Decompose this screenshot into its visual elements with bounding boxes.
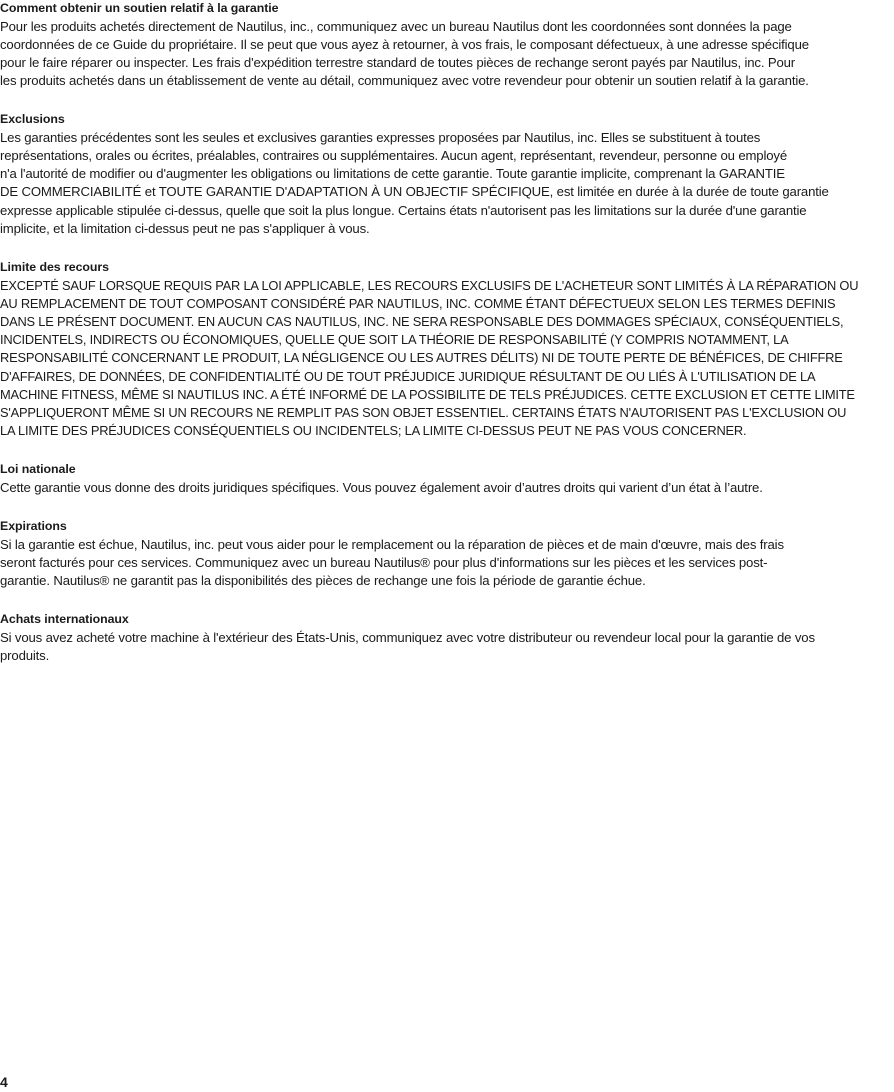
- text-line: DE COMMERCIABILITÉ et TOUTE GARANTIE D'ADAPTATION À UN OBJECTIF SPÉCIFIQUE, est limitée en durée à la durée de toute garantie: [0, 184, 829, 200]
- text-line: AU REMPLACEMENT DE TOUT COMPOSANT CONSIDÉRÉ PAR NAUTILUS, INC. COMME ÉTANT DÉFECTUEUX SELON LES TERMES DEFINIS: [0, 295, 836, 311]
- text-line: Cette garantie vous donne des droits juridiques spécifiques. Vous pouvez également avoir d’autres droits qui varient d’un état à l’autre.: [0, 479, 763, 495]
- section-heading: Expirations: [0, 519, 67, 534]
- text-line: RESPONSABILITÉ CONCERNANT LE PRODUIT, LA NÉGLIGENCE OU LES AUTRES DÉLITS) NI DE TOUTE PERTE DE BÉNÉFICES, DE CHIFFRE: [0, 350, 843, 366]
- section-paragraph: [0, 479, 894, 497]
- text-line: Les garanties précédentes sont les seules et exclusives garanties expresses proposées par Nautilus, inc. Elles se substituent à toutes: [0, 129, 761, 145]
- text-line: D'AFFAIRES, DE DONNÉES, DE CONFIDENTIALITÉ OU DE TOUT PRÉJUDICE JURIDIQUE RÉSULTANT DE OU LIÉS À L'UTILISATION DE LA: [0, 368, 816, 384]
- text-line: DANS LE PRÉSENT DOCUMENT. EN AUCUN CAS NAUTILUS, INC. NE SERA RESPONSABLE DES DOMMAGES SPÉCIAUX, CONSÉQUENTIELS,: [0, 313, 844, 329]
- text-line: S'APPLIQUERONT MÊME SI UN RECOURS NE REMPLIT PAS SON OBJET ESSENTIEL. CERTAINS ÉTATS N'AUTORISENT PAS L'EXCLUSION OU: [0, 404, 847, 420]
- text-line: INCIDENTELS, INDIRECTS OU ÉCONOMIQUES, QUELLE QUE SOIT LA THÉORIE DE RESPONSABILITÉ (Y COMPRIS NOTAMMENT, LA: [0, 332, 789, 348]
- text-line: LA LIMITE DES PRÉJUDICES CONSÉQUENTIELS OU INCIDENTELS; LA LIMITE CI-DESSUS PEUT NE PAS VOUS CONCERNER.: [0, 423, 747, 439]
- section-heading: Comment obtenir un soutien relatif à la garantie: [0, 1, 279, 15]
- section-loi-nationale: [0, 461, 894, 497]
- text-line: les produits achetés dans un établissement de vente au détail, communiquez avec votre revendeur pour obtenir un soutien relatif à la garantie.: [0, 73, 809, 89]
- section-achats-internationaux: [0, 611, 894, 665]
- section-heading: Limite des recours: [0, 260, 110, 275]
- text-line: MACHINE FITNESS, MÊME SI NAUTILUS INC. A ÉTÉ INFORMÉ DE LA POSSIBILITE DE TELS PRÉJUDICES. CETTE EXCLUSION ET CETTE LIMITE: [0, 386, 855, 402]
- section-heading: Achats internationaux: [0, 612, 129, 627]
- text-line: implicite, et la limitation ci-dessus peut ne pas s'appliquer à vous.: [0, 220, 370, 236]
- section-paragraph: [0, 129, 894, 238]
- section-limite-des-recours: [0, 259, 894, 440]
- text-line: garantie. Nautilus® ne garantit pas la disponibilités des pièces de rechange une fois la période de garantie échue.: [0, 572, 646, 588]
- text-line: EXCEPTÉ SAUF LORSQUE REQUIS PAR LA LOI APPLICABLE, LES RECOURS EXCLUSIFS DE L'ACHETEUR SONT LIMITÉS À LA RÉPARATION OU: [0, 277, 859, 293]
- page-number: 4: [0, 1074, 8, 1090]
- section-paragraph: [0, 18, 894, 91]
- text-line: représentations, orales ou écrites, préalables, contraires ou supplémentaires. Aucun agent, représentant, revendeur, personne ou employé: [0, 148, 788, 164]
- section-paragraph: [0, 629, 894, 665]
- section-paragraph: [0, 536, 894, 591]
- text-line: Si vous avez acheté votre machine à l'extérieur des États-Unis, communiquez avec votre distributeur ou revendeur local pour la garantie de vos: [0, 629, 815, 645]
- text-line: coordonnées de ce Guide du propriétaire. Il se peut que vous ayez à retourner, à vos frais, le composant défectueux, à une adresse spécifique: [0, 36, 809, 52]
- text-line: produits.: [0, 647, 50, 663]
- text-line: seront facturés pour ces services. Communiquez avec un bureau Nautilus® pour plus d'informations sur les pièces et les services post-: [0, 554, 768, 570]
- section-heading: Exclusions: [0, 112, 65, 127]
- text-line: pour le faire réparer ou inspecter. Les frais d'expédition terrestre standard de toutes pièces de rechange seront payés par Nautilus, inc. Pour: [0, 54, 796, 70]
- text-line: expresse applicable stipulée ci-dessus, quelle que soit la plus longue. Certains états n'autorisent pas les limitations sur la durée d'une garantie: [0, 202, 807, 218]
- section-heading: Loi nationale: [0, 462, 76, 477]
- text-line: Si la garantie est échue, Nautilus, inc. peut vous aider pour le remplacement ou la réparation de pièces et de main d'œuvre, mais des frais: [0, 536, 784, 552]
- section-paragraph: [0, 277, 894, 441]
- text-line: n'a l'autorité de modifier ou d'augmenter les obligations ou limitations de cette garantie. Toute garantie implicite, comprenant la GARANTIE: [0, 166, 785, 182]
- text-line: Pour les produits achetés directement de Nautilus, inc., communiquez avec un bureau Nautilus dont les coordonnées sont données la page: [0, 18, 792, 34]
- section-exclusions: [0, 111, 894, 238]
- section-warranty-support: [0, 0, 894, 90]
- section-expirations: [0, 518, 894, 590]
